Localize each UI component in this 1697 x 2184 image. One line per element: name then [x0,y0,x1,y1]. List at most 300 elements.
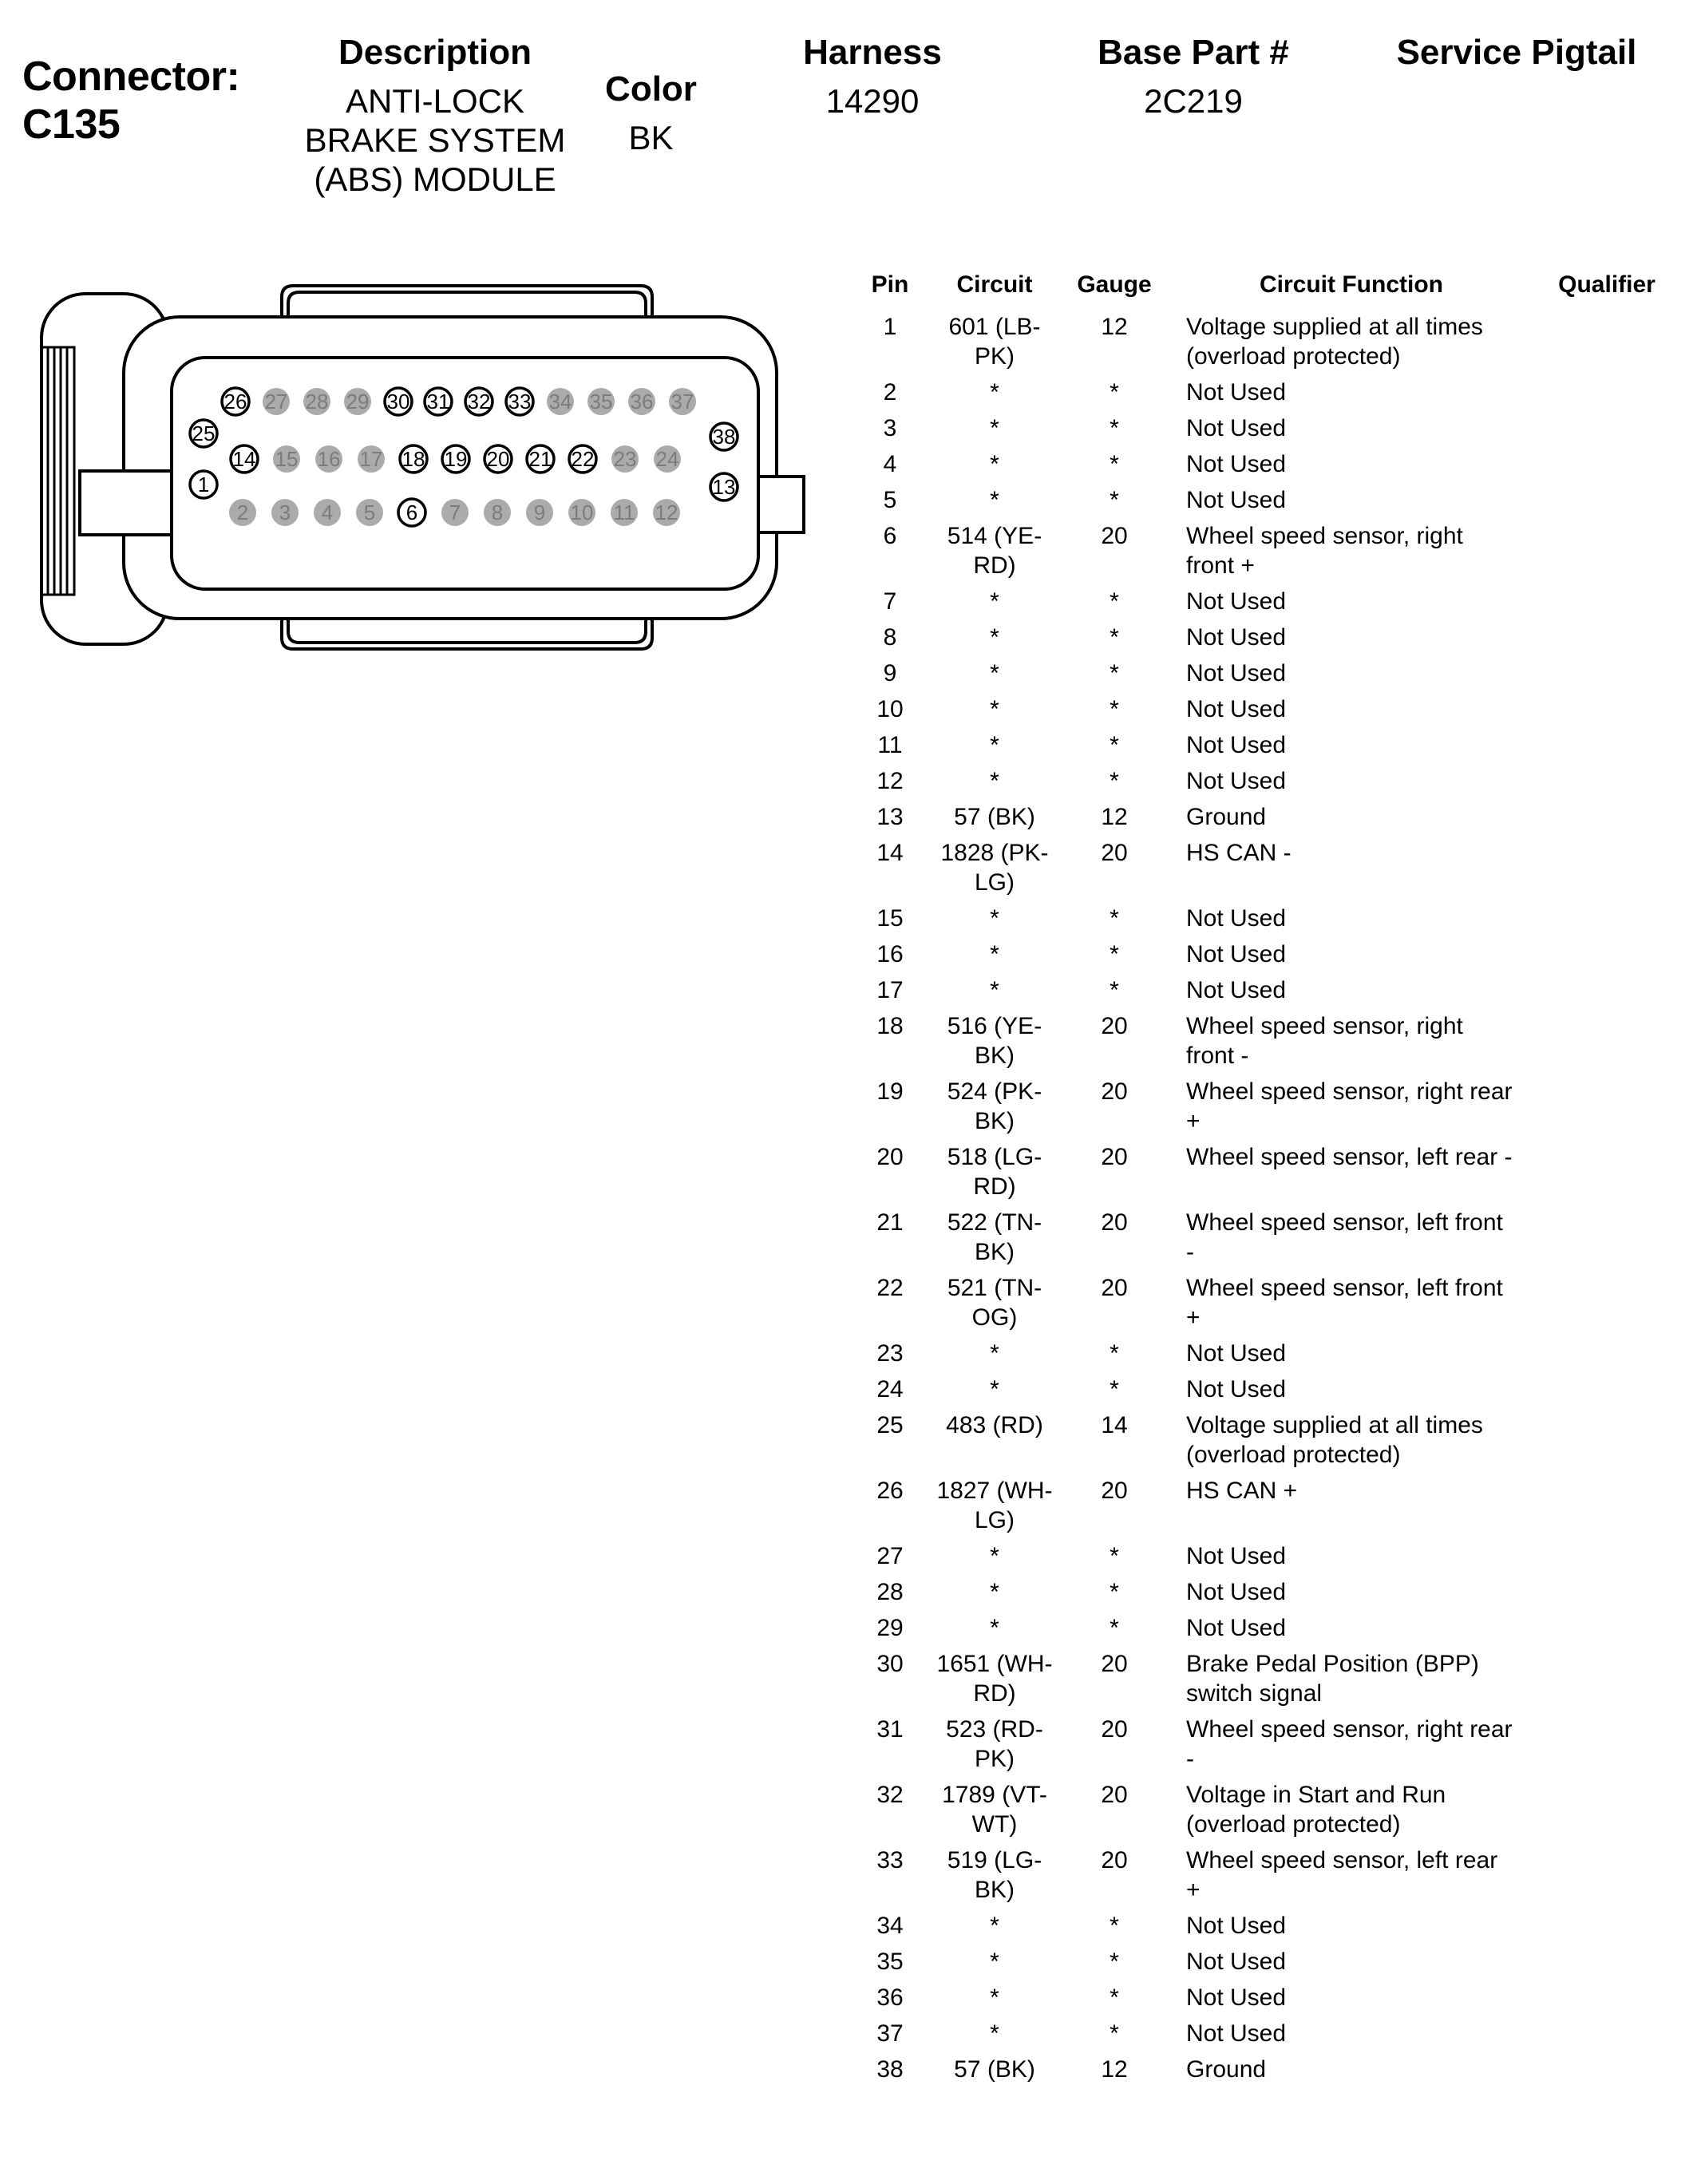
pin-cell: 4 [883,451,897,477]
pin-19-used [442,445,469,473]
gauge-cell: * [1110,379,1119,406]
circuit-function-cell: Not Used [1186,696,1287,722]
circuit-cell: * [990,1376,999,1403]
table-row-pin-21 [846,1208,1697,1267]
svg-text:6: 6 [405,500,418,524]
svg-text:8: 8 [491,500,504,524]
circuit-cell: 57 (BK) [954,804,1035,830]
circuit-function-cell: Not Used [1186,415,1287,441]
circuit-cell: * [990,487,999,513]
pin-20-used [485,445,512,473]
circuit-function-cell: Voltage in Start and Run (overload protected) [1186,1782,1446,1838]
gauge-cell: * [1110,696,1119,722]
pin-cell: 9 [883,660,897,686]
qualifier-cell [1517,904,1697,933]
qualifier-cell [1517,1410,1697,1470]
table-row-pin-25 [846,1410,1697,1470]
pin-cell: 34 [876,1913,904,1939]
table-row-pin-20 [846,1142,1697,1201]
pin-cell: 15 [876,905,904,932]
circuit-cell: * [990,1913,999,1939]
svg-text:21: 21 [528,447,552,471]
svg-text:30: 30 [386,390,410,413]
circuit-function-cell: Wheel speed sensor, left front + [1186,1275,1503,1331]
pin-cell: 8 [883,624,897,651]
qualifier-cell [1517,521,1697,580]
gauge-cell: * [1110,1913,1119,1939]
harness-label: Harness [803,33,942,72]
qualifier-cell [1517,766,1697,796]
top-tab [282,286,652,320]
gauge-cell: * [1110,941,1119,967]
gauge-cell: * [1110,624,1119,651]
svg-text:34: 34 [548,390,572,413]
color-label: Color [605,69,697,109]
table-row-pin-18 [846,1011,1697,1070]
pin-9-not-used [526,499,553,526]
qualifier-cell [1517,2055,1697,2084]
circuit-function-cell: HS CAN + [1186,1478,1298,1504]
svg-text:16: 16 [317,447,341,471]
qualifier-cell [1517,1715,1697,1774]
connector-diagram-svg [20,267,818,679]
pin-5-not-used [356,499,383,526]
pin-14-used [231,445,258,473]
circuit-function-cell: Wheel speed sensor, right front + [1186,523,1463,579]
pin-18-used [400,445,427,473]
table-row-pin-26 [846,1476,1697,1535]
circuit-function-cell: Wheel speed sensor, left rear + [1186,1847,1498,1903]
qualifier-cell [1517,1541,1697,1571]
qualifier-cell [1517,1947,1697,1976]
gauge-cell: * [1110,977,1119,1003]
svg-text:19: 19 [444,447,468,471]
table-row-pin-11 [846,730,1697,760]
gauge-cell: 20 [1101,1275,1128,1301]
svg-text:26: 26 [223,390,247,413]
pin-cell: 1 [883,314,897,340]
qualifier-cell [1517,378,1697,407]
qualifier-cell [1517,485,1697,515]
circuit-cell: * [990,624,999,651]
pin-cell: 16 [876,941,904,967]
circuit-function-cell: Brake Pedal Position (BPP) switch signal [1186,1651,1479,1707]
svg-text:33: 33 [508,390,532,413]
circuit-cell: * [990,732,999,758]
pin-cell: 14 [876,840,904,866]
table-row-pin-10 [846,694,1697,724]
gauge-cell: * [1110,2020,1119,2047]
table-row-pin-13 [846,802,1697,832]
gauge-cell: 20 [1101,1013,1128,1039]
pin-26-used [222,388,249,415]
circuit-cell: 1651 (WH-RD) [936,1651,1053,1707]
circuit-cell: 524 (PK-BK) [947,1078,1042,1134]
pin-cell: 36 [876,1984,904,2011]
svg-text:27: 27 [264,390,288,413]
circuit-function-cell: Wheel speed sensor, left rear - [1186,1144,1513,1170]
column-header-pin: Pin [871,271,909,298]
circuit-cell: * [990,588,999,615]
qualifier-cell [1517,312,1697,371]
pin-38-used [710,423,738,450]
table-row-pin-29 [846,1613,1697,1643]
table-row-pin-9 [846,659,1697,688]
qualifier-cell [1517,1983,1697,2012]
qualifier-cell [1517,2019,1697,2048]
qualifier-cell [1517,1613,1697,1643]
qualifier-cell [1517,1846,1697,1905]
pin-21-used [527,445,554,473]
gauge-cell: 20 [1101,1078,1128,1105]
qualifier-cell [1517,730,1697,760]
table-row-pin-34 [846,1911,1697,1941]
gauge-cell: * [1110,732,1119,758]
harness-value: 14290 [825,82,920,120]
circuit-function-cell: Not Used [1186,2020,1287,2047]
pin-cell: 12 [876,768,904,794]
circuit-cell: * [990,977,999,1003]
table-row-pin-8 [846,623,1697,652]
service-pigtail-label: Service Pigtail [1396,33,1637,72]
circuit-cell: 1828 (PK-LG) [940,840,1049,896]
description-block [299,34,571,199]
svg-text:29: 29 [346,390,370,413]
svg-text:2: 2 [236,500,249,524]
qualifier-cell [1517,1339,1697,1368]
pin-cell: 17 [876,977,904,1003]
svg-text:17: 17 [359,447,383,471]
circuit-cell: * [990,1949,999,1975]
bottom-tab [282,615,652,649]
circuit-cell: 519 (LG-BK) [947,1847,1042,1903]
pin-cell: 35 [876,1949,904,1975]
svg-text:14: 14 [232,447,256,471]
pin-4-not-used [314,499,341,526]
table-body [846,312,1697,2084]
svg-text:32: 32 [467,390,491,413]
pin-cell: 31 [876,1716,904,1743]
pin-cell: 21 [876,1209,904,1236]
circuit-cell: * [990,768,999,794]
svg-text:4: 4 [321,500,334,524]
pin-35-not-used [587,388,615,415]
pin-cell: 2 [883,379,897,406]
circuit-function-cell: Not Used [1186,1949,1287,1975]
table-row-pin-1 [846,312,1697,371]
gauge-cell: * [1110,588,1119,615]
circuit-function-cell: Not Used [1186,379,1287,406]
pin-32-used [465,388,492,415]
table-row-pin-33 [846,1846,1697,1905]
pin-cell: 20 [876,1144,904,1170]
pin-13-used [710,473,738,500]
gauge-cell: * [1110,487,1119,513]
table-row-pin-4 [846,449,1697,479]
circuit-function-cell: Not Used [1186,588,1287,615]
table-row-pin-27 [846,1541,1697,1571]
svg-text:37: 37 [670,390,694,413]
svg-text:35: 35 [589,390,613,413]
column-header-circuit-function: Circuit Function [1260,271,1443,298]
circuit-cell: 521 (TN-OG) [947,1275,1042,1331]
gauge-cell: 12 [1101,2056,1128,2083]
svg-text:15: 15 [275,447,299,471]
gauge-cell: * [1110,1376,1119,1403]
circuit-function-cell: Not Used [1186,1984,1287,2011]
gauge-cell: 20 [1101,1144,1128,1170]
pin-cell: 27 [876,1543,904,1569]
qualifier-cell [1517,1649,1697,1708]
pin-cell: 23 [876,1340,904,1367]
table-header-row [846,270,1697,299]
circuit-cell: 1827 (WH-LG) [936,1478,1053,1533]
gauge-cell: * [1110,905,1119,932]
pin-cell: 6 [883,523,897,549]
pin-6-used [398,499,425,526]
column-header-qualifier: Qualifier [1558,271,1655,298]
pin-cell: 11 [877,732,903,758]
qualifier-cell [1517,1208,1697,1267]
pin-15-not-used [273,445,300,473]
circuit-function-cell: Not Used [1186,1376,1287,1403]
gauge-cell: 14 [1101,1412,1128,1438]
pin-cell: 37 [876,2020,904,2047]
circuit-cell: * [990,1984,999,2011]
circuit-function-cell: Not Used [1186,941,1287,967]
pin-30-used [385,388,412,415]
qualifier-cell [1517,802,1697,832]
circuit-cell: 516 (YE-BK) [947,1013,1042,1069]
pin-cell: 32 [876,1782,904,1808]
gauge-cell: 12 [1101,804,1128,830]
pin-24-not-used [654,445,681,473]
gauge-cell: * [1110,1984,1119,2011]
gauge-cell: 12 [1101,314,1128,340]
gauge-cell: 20 [1101,523,1128,549]
table-row-pin-7 [846,587,1697,616]
circuit-cell: * [990,1543,999,1569]
circuit-function-cell: Not Used [1186,1543,1287,1569]
pin-cell: 3 [883,415,897,441]
pin-28-not-used [303,388,330,415]
circuit-function-cell: Not Used [1186,451,1287,477]
circuit-function-cell: Ground [1186,804,1267,830]
circuit-cell: * [990,2020,999,2047]
circuit-function-cell: Ground [1186,2056,1267,2083]
table-row-pin-37 [846,2019,1697,2048]
base-part-block [1090,34,1297,121]
circuit-cell: 518 (LG-RD) [947,1144,1042,1200]
gauge-cell: 20 [1101,1847,1128,1873]
circuit-cell: 57 (BK) [954,2056,1035,2083]
pin-7-not-used [441,499,469,526]
pin-1-used [190,471,217,498]
gauge-cell: * [1110,1340,1119,1367]
pin-cell: 18 [876,1013,904,1039]
qualifier-cell [1517,1911,1697,1941]
pin-23-not-used [611,445,639,473]
pin-12-not-used [653,499,680,526]
circuit-function-cell: Voltage supplied at all times (overload protected) [1186,314,1483,370]
pin-cell: 7 [883,588,897,615]
pinout-table [846,270,1697,2091]
qualifier-cell [1517,838,1697,897]
qualifier-cell [1517,694,1697,724]
connector-id: C135 [22,101,121,148]
color-block [597,70,705,157]
pin-27-not-used [263,388,290,415]
connector-title [22,53,239,148]
circuit-cell: 1789 (VT-WT) [942,1782,1047,1838]
qualifier-cell [1517,1375,1697,1404]
svg-text:18: 18 [402,447,425,471]
table-row-pin-30 [846,1649,1697,1708]
pin-3-not-used [271,499,299,526]
circuit-function-cell: Not Used [1186,768,1287,794]
qualifier-cell [1517,413,1697,443]
svg-text:13: 13 [712,475,736,499]
qualifier-cell [1517,449,1697,479]
pin-cell: 38 [876,2056,904,2083]
circuit-function-cell: Wheel speed sensor, right rear - [1186,1716,1513,1772]
pin-cell: 19 [876,1078,904,1105]
circuit-function-cell: Not Used [1186,1340,1287,1367]
pin-36-not-used [628,388,655,415]
table-row-pin-28 [846,1577,1697,1607]
pin-cell: 10 [876,696,904,722]
pin-31-used [425,388,452,415]
qualifier-cell [1517,587,1697,616]
svg-text:5: 5 [363,500,376,524]
svg-text:12: 12 [655,500,678,524]
pin-16-not-used [315,445,342,473]
circuit-function-cell: Wheel speed sensor, left front - [1186,1209,1503,1265]
pin-22-used [569,445,596,473]
svg-text:25: 25 [192,421,216,445]
table-row-pin-31 [846,1715,1697,1774]
qualifier-cell [1517,975,1697,1005]
svg-text:23: 23 [613,447,637,471]
qualifier-cell [1517,1780,1697,1839]
qualifier-cell [1517,1273,1697,1332]
circuit-cell: * [990,941,999,967]
gauge-cell: * [1110,451,1119,477]
column-header-gauge: Gauge [1077,271,1152,298]
gauge-cell: * [1110,415,1119,441]
circuit-function-cell: Not Used [1186,905,1287,932]
qualifier-cell [1517,940,1697,969]
table-row-pin-19 [846,1077,1697,1136]
pin-cell: 13 [876,804,904,830]
svg-text:10: 10 [570,500,594,524]
pin-cell: 5 [883,487,897,513]
svg-text:28: 28 [305,390,329,413]
svg-text:38: 38 [712,425,736,449]
circuit-cell: * [990,660,999,686]
svg-text:3: 3 [279,500,291,524]
table-row-pin-32 [846,1780,1697,1839]
circuit-cell: 601 (LB-PK) [948,314,1041,370]
circuit-cell: * [990,696,999,722]
service-pigtail-block [1389,34,1644,72]
connector-diagram [20,267,818,679]
circuit-cell: * [990,1340,999,1367]
circuit-function-cell: Not Used [1186,732,1287,758]
pin-17-not-used [358,445,385,473]
table-row-pin-2 [846,378,1697,407]
pin-cell: 30 [876,1651,904,1677]
gauge-cell: * [1110,768,1119,794]
circuit-function-cell: Not Used [1186,1579,1287,1605]
qualifier-cell [1517,659,1697,688]
pin-34-not-used [547,388,574,415]
table-row-pin-12 [846,766,1697,796]
circuit-cell: 522 (TN-BK) [947,1209,1042,1265]
right-key-notch [758,477,804,532]
table-row-pin-36 [846,1983,1697,2012]
circuit-cell: * [990,451,999,477]
description-label: Description [338,33,532,72]
svg-text:31: 31 [426,390,450,413]
gauge-cell: * [1110,1579,1119,1605]
table-row-pin-16 [846,940,1697,969]
table-row-pin-24 [846,1375,1697,1404]
svg-text:9: 9 [533,500,546,524]
gauge-cell: 20 [1101,1478,1128,1504]
gauge-cell: 20 [1101,1209,1128,1236]
circuit-function-cell: Not Used [1186,487,1287,513]
circuit-cell: * [990,379,999,406]
pin-cell: 33 [876,1847,904,1873]
pin-cell: 26 [876,1478,904,1504]
pin-cell: 22 [876,1275,904,1301]
color-value: BK [628,119,674,156]
pin-cell: 25 [876,1412,904,1438]
circuit-function-cell: Not Used [1186,1615,1287,1641]
qualifier-cell [1517,623,1697,652]
svg-text:22: 22 [571,447,595,471]
pin-cell: 28 [876,1579,904,1605]
svg-text:11: 11 [613,500,635,524]
pin-25-used [190,420,217,447]
table-row-pin-5 [846,485,1697,515]
gauge-cell: * [1110,1543,1119,1569]
qualifier-cell [1517,1077,1697,1136]
circuit-function-cell: Wheel speed sensor, right front - [1186,1013,1463,1069]
circuit-cell: 523 (RD-PK) [946,1716,1043,1772]
table-row-pin-35 [846,1947,1697,1976]
harness-block [801,34,944,121]
base-part-value: 2C219 [1144,82,1243,120]
pin-10-not-used [568,499,595,526]
gauge-cell: * [1110,1615,1119,1641]
qualifier-cell [1517,1142,1697,1201]
circuit-function-cell: Voltage supplied at all times (overload protected) [1186,1412,1483,1468]
circuit-cell: 483 (RD) [946,1412,1043,1438]
table-row-pin-15 [846,904,1697,933]
pin-2-not-used [229,499,256,526]
pin-cell: 29 [876,1615,904,1641]
gauge-cell: * [1110,1949,1119,1975]
left-key-notch [80,471,172,535]
circuit-cell: * [990,905,999,932]
pin-cell: 24 [876,1376,904,1403]
gauge-cell: 20 [1101,1782,1128,1808]
qualifier-cell [1517,1011,1697,1070]
connector-label: Connector: [22,53,240,100]
description-value: ANTI-LOCK BRAKE SYSTEM (ABS) MODULE [304,82,566,198]
